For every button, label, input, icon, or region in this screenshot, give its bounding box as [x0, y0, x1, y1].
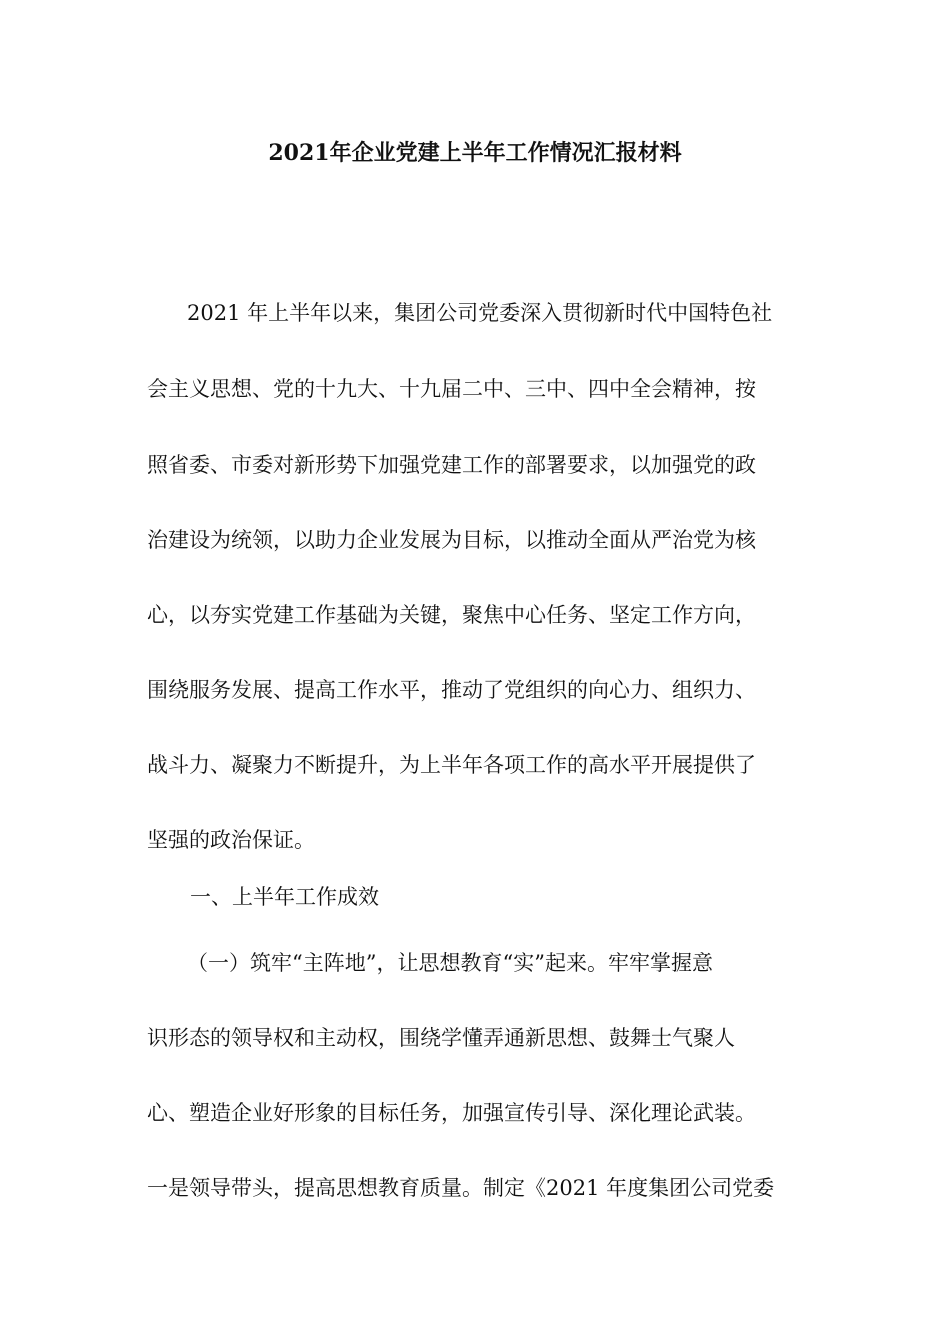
paragraph-line: 战斗力、凝聚力不断提升，为上半年各项工作的高水平开展提供了: [147, 753, 756, 777]
paragraph-line: 2021 年上半年以来，集团公司党委深入贯彻新时代中国特色社: [187, 301, 773, 325]
paragraph-line: 心、塑造企业好形象的目标任务，加强宣传引导、深化理论武装。: [147, 1101, 756, 1125]
paragraph-line: 识形态的领导权和主动权，围绕学懂弄通新思想、鼓舞士气聚人: [147, 1026, 735, 1050]
paragraph-line: 一是领导带头，提高思想教育质量。制定《2021 年度集团公司党委: [147, 1176, 775, 1200]
paragraph-line: 照省委、市委对新形势下加强党建工作的部署要求，以加强党的政: [147, 453, 756, 477]
paragraph-line: 会主义思想、党的十九大、十九届二中、三中、四中全会精神，按: [147, 377, 756, 401]
section-heading: 一、上半年工作成效: [190, 885, 379, 909]
paragraph-line: 围绕服务发展、提高工作水平，推动了党组织的向心力、组织力、: [147, 678, 756, 702]
paragraph-line: （一）筑牢“主阵地”，让思想教育“实”起来。牢牢掌握意: [187, 951, 713, 975]
document-title: 2021年企业党建上半年工作情况汇报材料: [268, 140, 682, 166]
paragraph-line: 坚强的政治保证。: [147, 828, 315, 852]
paragraph-line: 心，以夯实党建工作基础为关键，聚焦中心任务、坚定工作方向，: [147, 603, 756, 627]
paragraph-line: 治建设为统领，以助力企业发展为目标，以推动全面从严治党为核: [147, 528, 756, 552]
